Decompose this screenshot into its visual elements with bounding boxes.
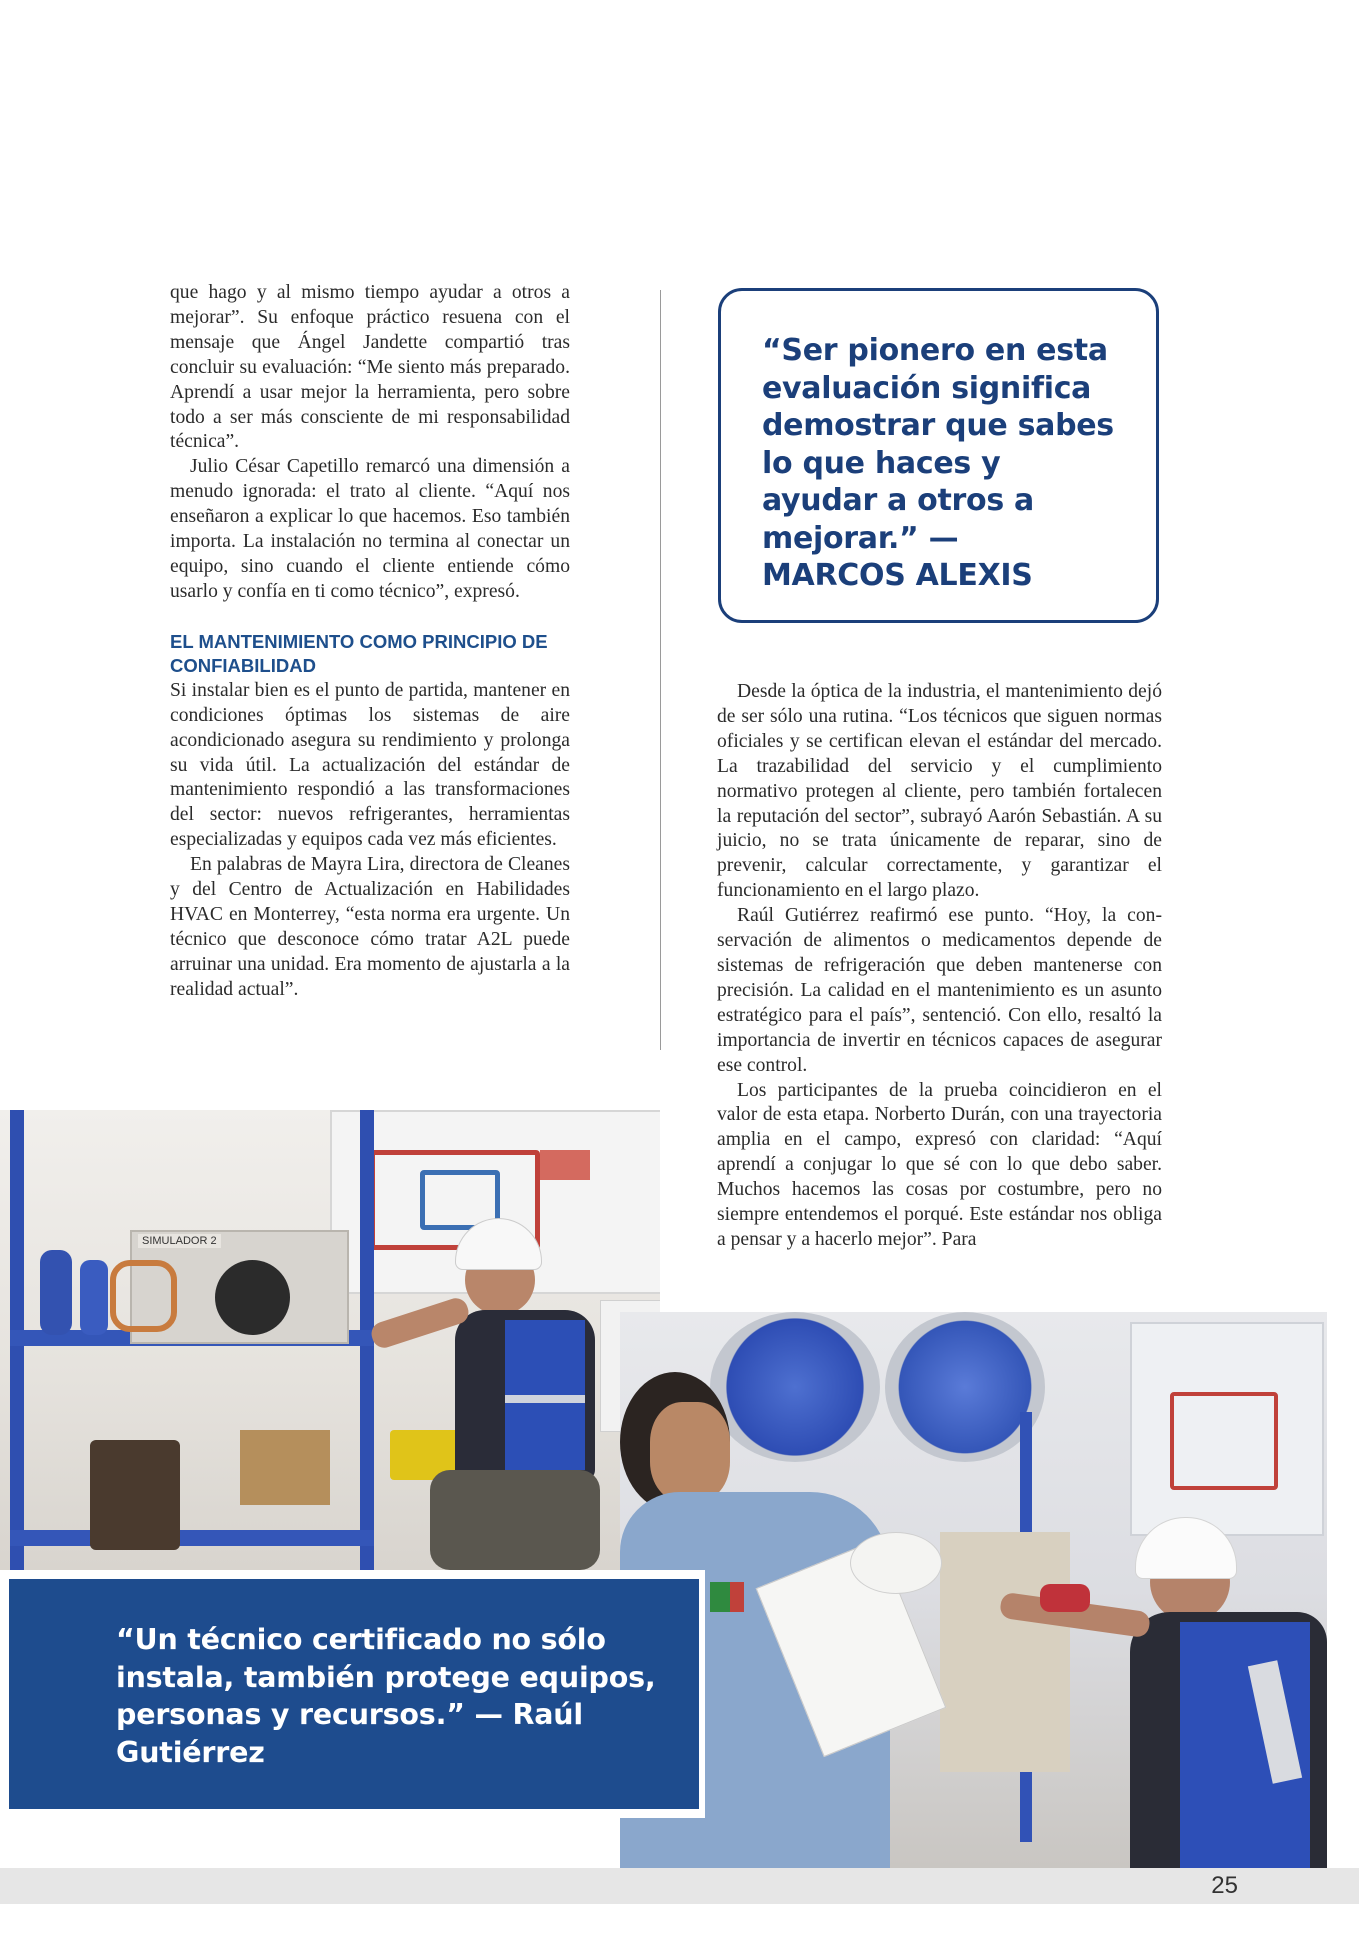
right-paragraph-3: Los participantes de la prueba coincidieron en el valor de esta etapa. Norberto Durán, con una trayectoria amplia en el campo, expresó con claridad: “Aquí aprendí a conjugar lo que sé con lo que debo saber. Muchos hacemos las cosas por costumbre, pero no siempre entendemos el porqué. Este estándar nos obliga a pensar y a hacerlo mejor”. Para [717,1079,1162,1250]
column-divider [660,290,661,1050]
page-number: 25 [1211,1872,1238,1899]
left-paragraph-3: Si instalar bien es el punto de partida, mantener en condiciones óptimas los sistemas de aire acondicionado asegura su rendimiento y prolonga su vida útil. La actualización del estándar de mantenimiento respondió a las transformaciones del sector: nuevos refrigerantes, herramientas especializadas y equipos cada vez más eficientes. [170,679,570,851]
pull-quote-box [9,1579,699,1809]
right-text-column [717,680,1162,1253]
right-paragraph-1: Desde la óptica de la industria, el mantenimiento dejó de ser sólo una rutina. “Los técnicos que siguen normas oficiales y se certifican elevan el estándar del mercado. La trazabilidad del servicio y el cumplimiento normativo protegen al cliente, pero también fortalecen la reputación del sector”, subrayó Aarón Sebastián. A su juicio, no se trata únicamente de reparar, sino de prevenir, calcular correctamente, y garantizar el funcionamiento en el largo plazo. [717,681,1162,902]
left-paragraph-2: Julio César Capetillo remarcó una dimensión a menudo ignorada: el trato al cliente. “Aquí nos enseñaron a explicar lo que hacemos. Eso también importa. La instalación no termina al conectar un equipo, sino cuando el cliente entiende cómo usarlo y confía en ti como técnico”, expresó. [170,456,570,602]
footer-bar [0,1868,1359,1904]
quote-author: MARCOS ALEXIS [762,558,1033,593]
technicians-clipboard-photo [620,1312,1327,1868]
pull-quote-panel [0,1570,705,1818]
quote-text: “Ser pionero en esta evaluación significa demostrar que sabes lo que haces y ayudar a otros a mejorar.” — [762,333,1114,556]
technician-simulator-photo [0,1110,660,1570]
quote-box-text [762,332,1122,595]
left-paragraph-1: que hago y al mismo tiempo ayudar a otros a mejorar”. Su enfoque práctico resuena con el mensaje que Ángel Jandette compartió tras concluir su evaluación: “Me siento más preparado. Aprendí a usar mejor la herramienta, pero sobre todo a ser más consciente de mi responsabilidad técnica”. [170,282,570,453]
pull-quote-text: “Un técnico certificado no sólo instala, también protege equipos, personas y recursos.” — Raúl Gutiérrez [116,1623,656,1769]
right-paragraph-2: Raúl Gutiérrez reafirmó ese punto. “Hoy, la conservación de alimentos o medicamentos depende de sistemas de refrigeración que deben mantenerse con precisión. La calidad en el mantenimiento es un asunto estratégico para el país”, sentenció. Con ello, resaltó la importancia de invertir en técnicos capaces de asegurar ese control. [717,905,1162,1076]
left-paragraph-4: En palabras de Mayra Lira, directora de Cleanes y del Centro de Actualización en Habilidades HVAC en Monterrey, “esta norma era urgente. Un técnico que desconoce cómo tratar A2L puede arruinar una unidad. Era momento de ajustarla a la realidad actual”. [170,854,570,1000]
quote-box [718,288,1159,623]
simulator-label: SIMULADOR 2 [138,1234,221,1248]
section-heading: EL MANTENIMIENTO COMO PRINCIPIO DE CONFIABILIDAD [170,630,548,677]
left-text-column [170,281,570,1003]
